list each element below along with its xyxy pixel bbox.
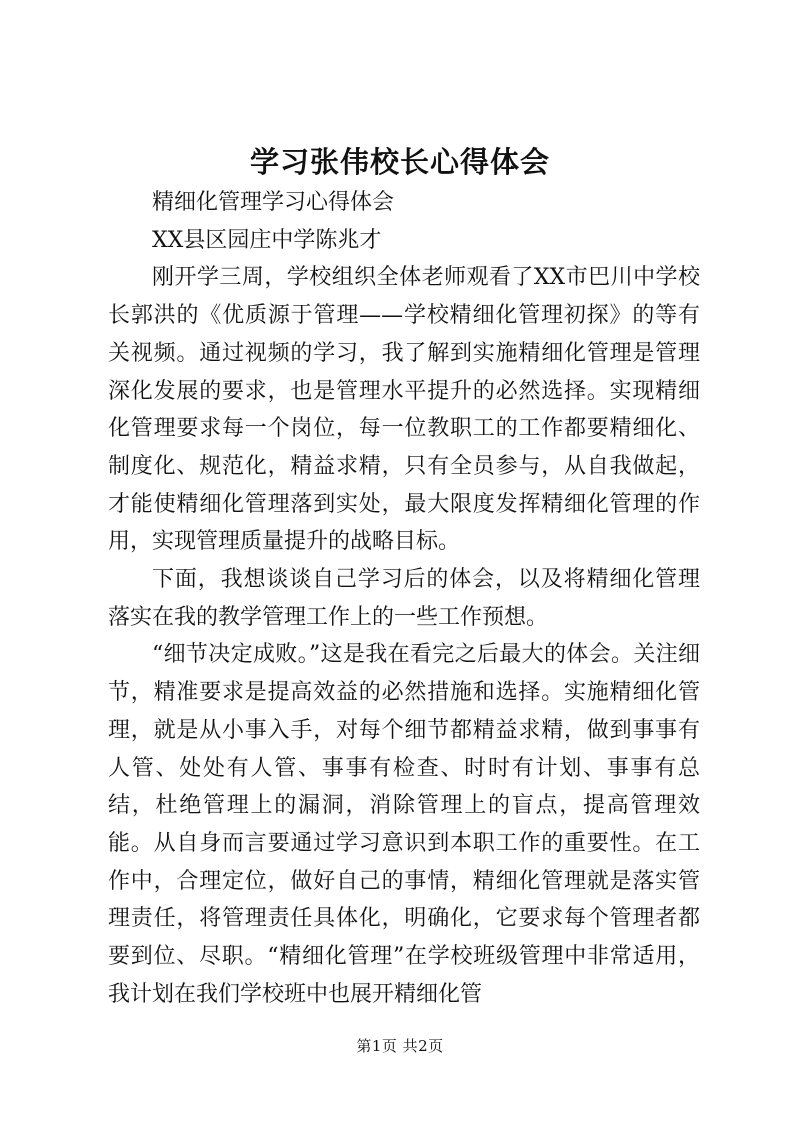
document-body <box>108 184 700 1013</box>
page-number-footer: 第1页 共2页 <box>356 1037 444 1055</box>
paragraph-details: “细节决定成败。”这是我在看完之后最大的体会。关注细节，精准要求是提高效益的必然措施和选择。实施精细化管理，就是从小事入手，对每个细节都精益求精，做到事事有人管、处处有人管、事事有检查、时时有计划、事事有总结，杜绝管理上的漏洞，消除管理上的盲点，提高管理效能。从自身而言要通过学习意识到本职工作的重要性。在工作中，合理定位，做好自己的事情，精细化管理就是落实管理责任，将管理责任具体化，明确化，它要求每个管理者都要到位、尽职。“精细化管理”在学校班级管理中非常适用，我计划在我们学校班中也展开精细化管 <box>108 642 700 1007</box>
paragraph-subtitle: 精细化管理学习心得体会 <box>152 190 395 215</box>
document-title: 学习张伟校长心得体会 <box>249 145 550 179</box>
paragraph-intro: 刚开学三周，学校组织全体老师观看了XX市巴川中学校长郭洪的《优质源于管理——学校精细化管理初探》的等有关视频。通过视频的学习，我了解到实施精细化管理是管理深化发展的要求，也是管理水平提升的必然选择。实现精细化管理要求每一个岗位，每一位教职工的工作都要精细化、制度化、规范化，精益求精，只有全员参与，从自我做起，才能使精细化管理落到实处，最大限度发挥精细化管理的作用，实现管理质量提升的战略目标。 <box>108 265 700 555</box>
paragraph-author: XX县区园庄中学陈兆才 <box>152 227 382 253</box>
paragraph-plan: 下面，我想谈谈自己学习后的体会，以及将精细化管理落实在我的教学管理工作上的一些工作预想。 <box>108 567 700 630</box>
